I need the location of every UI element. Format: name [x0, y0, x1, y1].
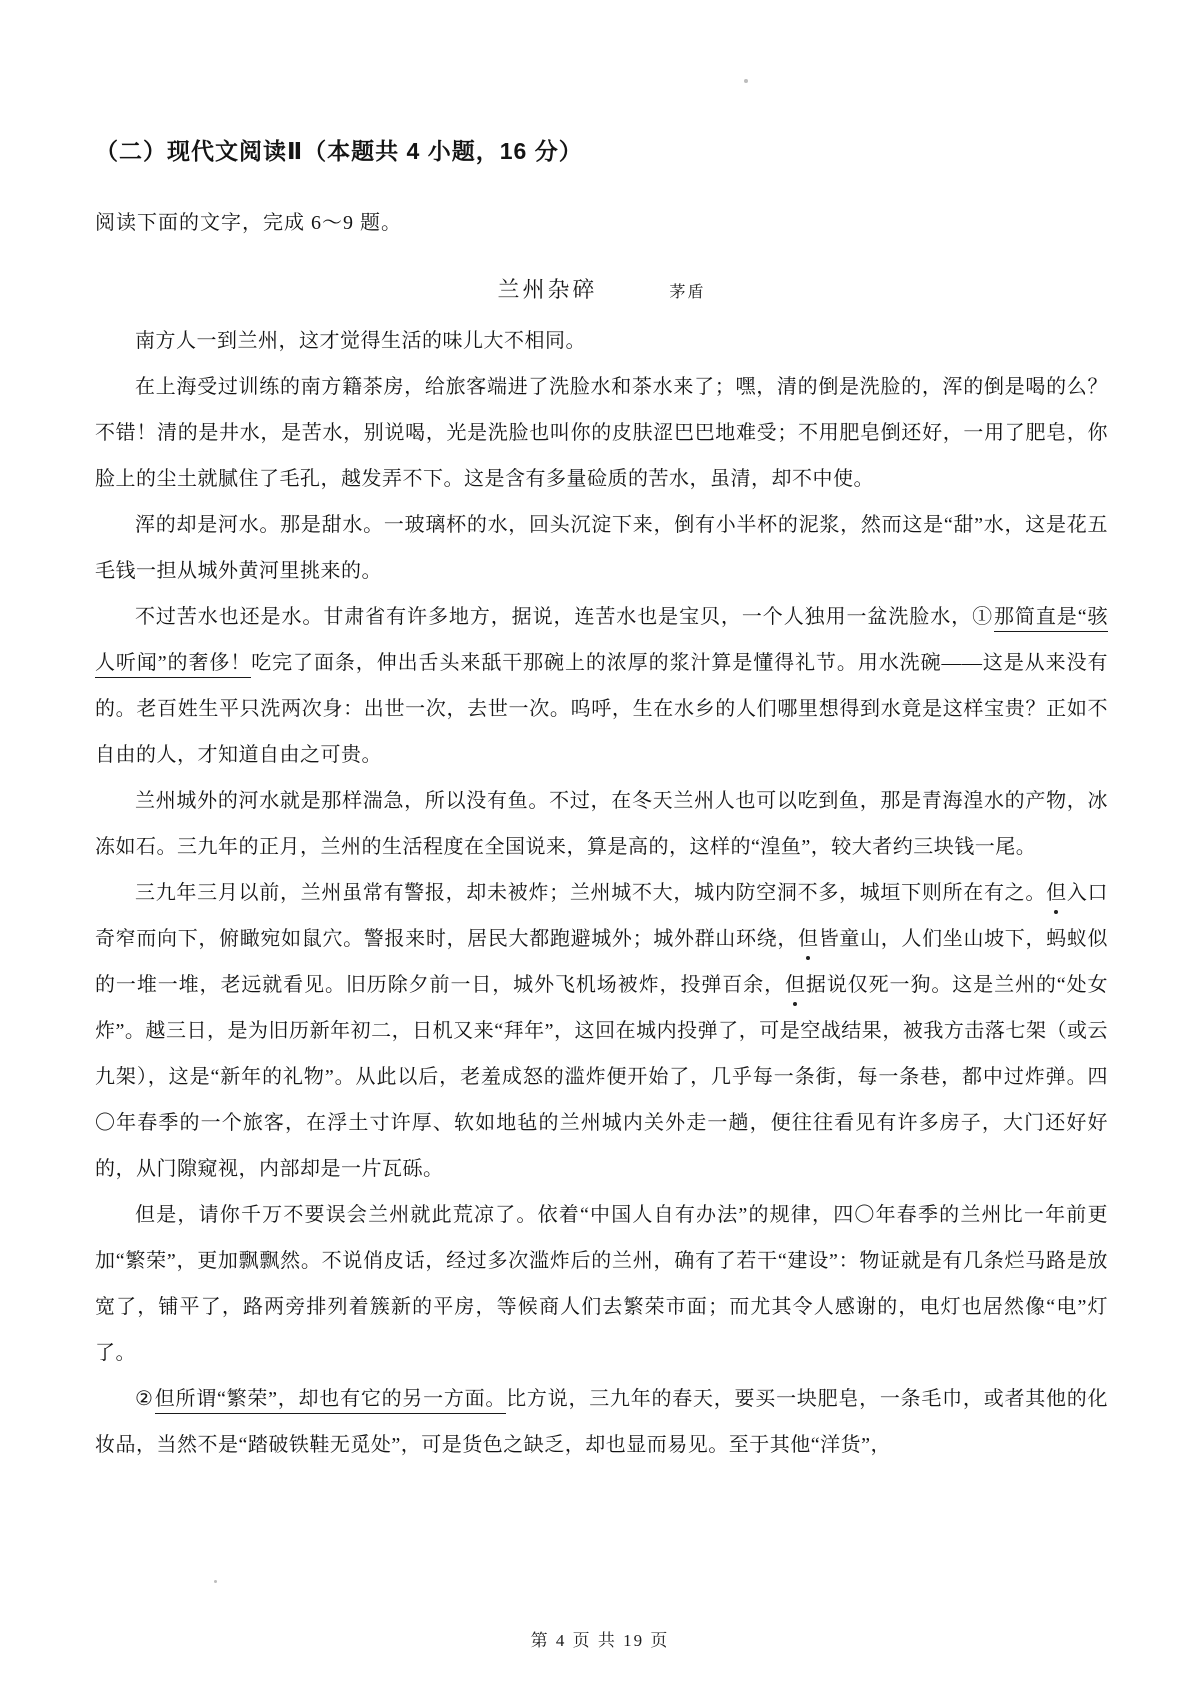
article-paragraph — [95, 1192, 1108, 1376]
paragraph-text: 据说仅死一狗。这是兰州的“处女炸”。越三日，是为旧历新年初二，日机又来“拜年”，这回在城内投弹了，可是空战结果，被我方击落七架（或云九架），这是“新年的礼物”。从此以后，老羞成怒的滥炸便开始了，几乎每一条街，每一条巷，都中过炸弹。四〇年春季的一个旅客，在浮土寸许厚、软如地毡的兰州城内关外走一趟，便往往看见有许多房子，大门还好好的，从门隙窥视，内部却是一片瓦砾。 — [95, 974, 1109, 1181]
article-author: 茅盾 — [669, 284, 706, 302]
article-title-line — [95, 273, 1108, 304]
scan-artifact-dot — [214, 1580, 217, 1583]
article-paragraph — [95, 318, 1108, 364]
paragraph-text: 比方说，三九年的春天，要买一块肥皂，一条毛巾，或者其他的化妆品，当然不是“踏破铁鞋无觅处”，可是货色之缺乏，却也显而易见。至于其他“洋货”， — [95, 1388, 1108, 1457]
article-paragraph — [95, 1376, 1108, 1468]
article-paragraph — [95, 502, 1108, 594]
scan-artifact-dot — [744, 79, 748, 83]
underlined-sentence: 那简直是“骇人听闻”的奢侈！ — [95, 606, 1108, 678]
paragraph-text: 在上海受过训练的南方籍茶房，给旅客端进了洗脸水和茶水来了；嘿，清的倒是洗脸的，浑的倒是喝的么？不错！清的是井水，是苦水，别说喝，光是洗脸也叫你的皮肤涩巴巴地难受；不用肥皂倒还好，一用了肥皂，你脸上的尘土就腻住了毛孔，越发弄不下。这是含有多量硷质的苦水，虽清，却不中使。 — [95, 376, 1108, 491]
underlined-sentence: 但所谓“繁荣”，却也有它的另一方面。 — [155, 1388, 506, 1414]
paragraph-text: 吃完了面条，伸出舌头来舐干那碗上的浓厚的浆汁算是懂得礼节。用水洗碗——这是从来没有的。老百姓生平只洗两次身：出世一次，去世一次。呜呼，生在水乡的人们哪里想得到水竟是这样宝贵？正如不自由的人，才知道自由之可贵。 — [95, 652, 1108, 767]
article-paragraph — [95, 778, 1108, 870]
article-paragraph — [95, 870, 1108, 1192]
paragraph-text: 皆童山，人们坐山坡下，蚂蚁似的一堆一堆，老远就看见。旧历除夕前一日，城外飞机场被炸，投弹百余， — [95, 928, 1109, 997]
circled-number-marker: ② — [135, 1388, 154, 1411]
paragraph-text: 三九年三月以前，兰州虽常有警报，却未被炸；兰州城不大，城内防空洞不多，城垣下则所在有之。 — [135, 882, 1047, 905]
section-heading: （二）现代文阅读Ⅱ（本题共 4 小题，16 分） — [95, 138, 583, 164]
reading-instruction: 阅读下面的文字，完成 6～9 题。 — [95, 212, 402, 235]
article-body — [95, 318, 1108, 1468]
emphasis-dot-char: 但 — [784, 974, 806, 997]
paragraph-text: 兰州城外的河水就是那样湍急，所以没有鱼。不过，在冬天兰州人也可以吃到鱼，那是青海湟水的产物，冰冻如石。三九年的正月，兰州的生活程度在全国说来，算是高的，这样的“湟鱼”，较大者约三块钱一尾。 — [95, 790, 1108, 859]
page-footer: 第 4 页 共 19 页 — [530, 1631, 670, 1650]
circled-number-marker: ① — [972, 606, 993, 629]
article-paragraph — [95, 364, 1108, 502]
paragraph-text: 入口奇窄而向下，俯瞰宛如鼠穴。警报来时，居民大都跑避城外；城外群山环绕， — [95, 882, 1109, 951]
emphasis-dot-char: 但 — [1046, 882, 1067, 905]
paragraph-text: 但是，请你千万不要误会兰州就此荒凉了。依着“中国人自有办法”的规律，四〇年春季的兰州比一年前更加“繁荣”，更加飘飘然。不说俏皮话，经过多次滥炸后的兰州，确有了若干“建设”：物证就是有几条烂马路是放宽了，铺平了，路两旁排列着簇新的平房，等候商人们去繁荣市面；而尤其令人感谢的，电灯也居然像“电”灯了。 — [95, 1204, 1108, 1365]
emphasis-dot-char: 但 — [798, 928, 819, 951]
paragraph-text: 浑的却是河水。那是甜水。一玻璃杯的水，回头沉淀下来，倒有小半杯的泥浆，然而这是“甜”水，这是花五毛钱一担从城外黄河里挑来的。 — [95, 514, 1108, 583]
article-paragraph — [95, 594, 1108, 778]
paragraph-text: 不过苦水也还是水。甘肃省有许多地方，据说，连苦水也是宝贝，一个人独用一盆洗脸水， — [135, 606, 973, 629]
article-title: 兰州杂碎 — [497, 277, 598, 303]
paragraph-text: 南方人一到兰州，这才觉得生活的味儿大不相同。 — [135, 330, 586, 353]
